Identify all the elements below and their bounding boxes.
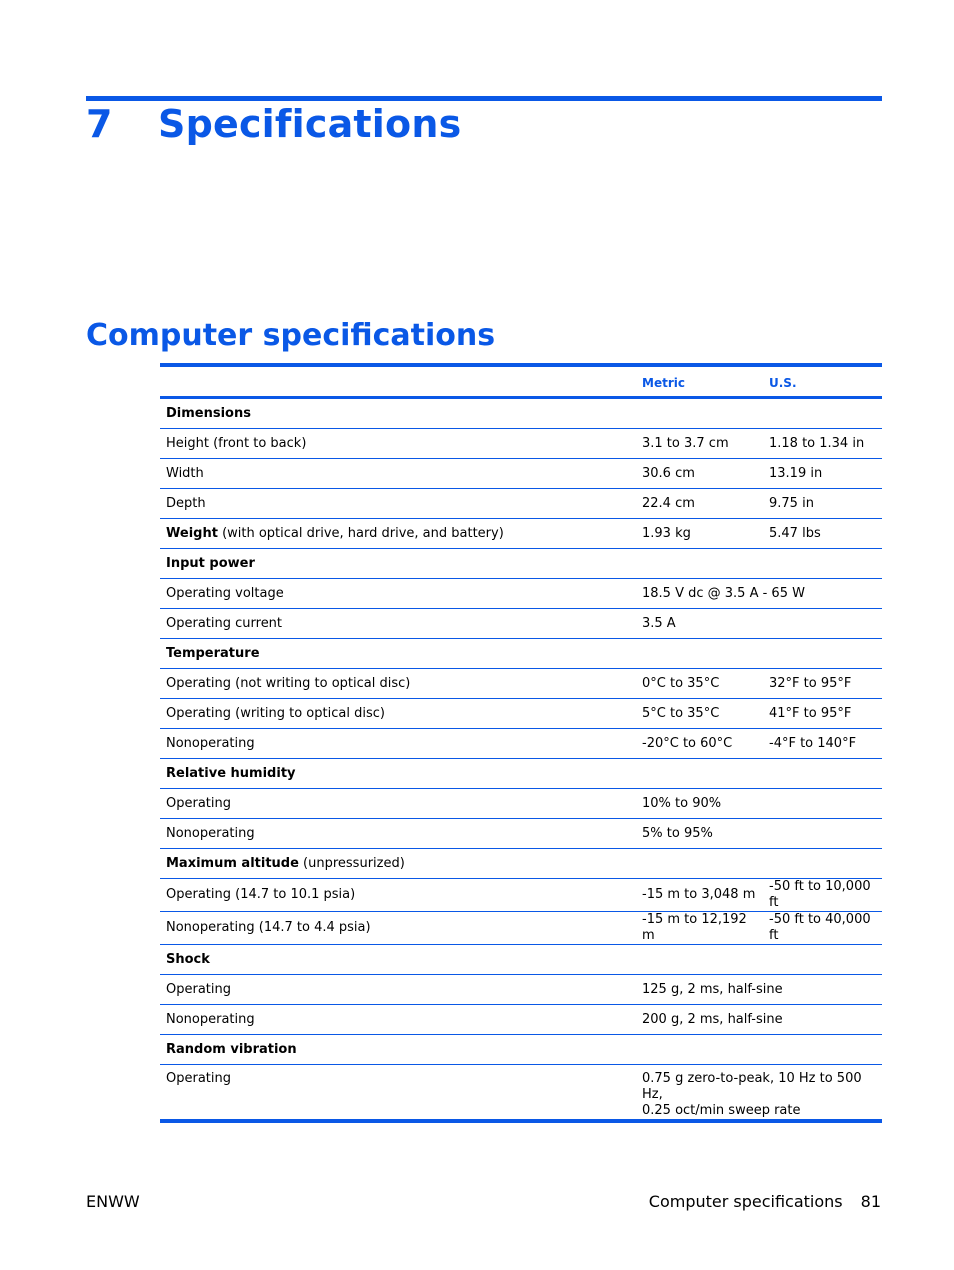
us-cell bbox=[763, 669, 882, 699]
metric-cell bbox=[636, 489, 763, 519]
spec-label-cell bbox=[160, 789, 636, 819]
chapter-title: Specifications bbox=[158, 102, 462, 146]
table-group-header bbox=[160, 759, 882, 789]
spec-value-cell bbox=[636, 1065, 882, 1122]
metric-value: 5°C to 35°C bbox=[642, 705, 720, 721]
empty-cell bbox=[636, 945, 882, 975]
spec-label-cell bbox=[160, 459, 636, 489]
table-row bbox=[160, 489, 882, 519]
spec-value: 10% to 90% bbox=[642, 795, 722, 811]
spec-label-cell bbox=[160, 912, 636, 945]
table-row bbox=[160, 1005, 882, 1035]
table-row bbox=[160, 699, 882, 729]
us-value: 13.19 in bbox=[769, 465, 823, 481]
group-label: Input power bbox=[166, 555, 255, 571]
table-row bbox=[160, 459, 882, 489]
table-row bbox=[160, 912, 882, 945]
spec-label: Operating (14.7 to 10.1 psia) bbox=[166, 887, 356, 902]
table-row bbox=[160, 879, 882, 912]
spec-label-cell bbox=[160, 819, 636, 849]
spec-label-cell bbox=[160, 1065, 636, 1122]
empty-cell bbox=[636, 549, 882, 579]
table-row bbox=[160, 669, 882, 699]
spec-table-body bbox=[160, 398, 882, 1122]
spec-label-cell bbox=[160, 729, 636, 759]
spec-value-cell bbox=[636, 579, 882, 609]
spec-value-cell bbox=[636, 1005, 882, 1035]
group-note: (unpressurized) bbox=[298, 855, 405, 871]
spec-label: Nonoperating bbox=[166, 825, 255, 841]
us-cell bbox=[763, 519, 882, 549]
us-cell bbox=[763, 699, 882, 729]
metric-cell bbox=[636, 699, 763, 729]
empty-cell bbox=[636, 1035, 882, 1065]
chapter-rule bbox=[86, 96, 882, 101]
spec-value: 200 g, 2 ms, half-sine bbox=[642, 1011, 783, 1027]
spec-label: Weight bbox=[166, 525, 218, 541]
spec-label: Height (front to back) bbox=[166, 435, 307, 451]
spec-label-cell bbox=[160, 759, 636, 789]
spec-value: 3.5 A bbox=[642, 615, 676, 631]
us-value: 32°F to 95°F bbox=[769, 675, 852, 691]
us-value: 1.18 to 1.34 in bbox=[769, 435, 865, 451]
metric-cell bbox=[636, 729, 763, 759]
spec-label: Nonoperating bbox=[166, 1011, 255, 1027]
us-cell bbox=[763, 879, 882, 912]
metric-value: -15 m to 3,048 m bbox=[642, 887, 756, 902]
metric-value: 1.93 kg bbox=[642, 525, 691, 541]
group-label: Dimensions bbox=[166, 405, 251, 421]
table-row bbox=[160, 729, 882, 759]
table-row bbox=[160, 1065, 882, 1122]
metric-cell bbox=[636, 459, 763, 489]
empty-cell bbox=[636, 849, 882, 879]
metric-value: -15 m to 12,192 m bbox=[642, 912, 747, 943]
column-header-us: U.S. bbox=[763, 365, 882, 398]
spec-label-cell bbox=[160, 639, 636, 669]
metric-cell bbox=[636, 429, 763, 459]
section-title: Computer specifications bbox=[86, 318, 496, 353]
table-row bbox=[160, 429, 882, 459]
spec-value-cell bbox=[636, 975, 882, 1005]
us-cell bbox=[763, 459, 882, 489]
spec-label: Depth bbox=[166, 495, 206, 511]
table-group-header bbox=[160, 639, 882, 669]
metric-cell bbox=[636, 912, 763, 945]
spec-label: Operating bbox=[166, 981, 231, 997]
group-label: Maximum altitude bbox=[166, 855, 299, 871]
us-value: -4°F to 140°F bbox=[769, 735, 857, 751]
us-cell bbox=[763, 429, 882, 459]
group-label: Shock bbox=[166, 951, 210, 967]
table-row bbox=[160, 579, 882, 609]
table-header-row bbox=[160, 365, 882, 398]
us-cell bbox=[763, 912, 882, 945]
spec-label-cell bbox=[160, 579, 636, 609]
spec-label-cell bbox=[160, 489, 636, 519]
spec-label: Nonoperating (14.7 to 4.4 psia) bbox=[166, 920, 371, 935]
empty-cell bbox=[636, 759, 882, 789]
spec-table bbox=[160, 363, 882, 1123]
spec-label-cell bbox=[160, 1005, 636, 1035]
spec-label-cell bbox=[160, 699, 636, 729]
us-value: -50 ft to 10,000 ft bbox=[769, 879, 871, 910]
group-label: Random vibration bbox=[166, 1041, 297, 1057]
spec-label: Operating (writing to optical disc) bbox=[166, 705, 385, 721]
metric-value: 0°C to 35°C bbox=[642, 675, 720, 691]
table-row bbox=[160, 975, 882, 1005]
spec-label-cell bbox=[160, 1035, 636, 1065]
metric-cell bbox=[636, 519, 763, 549]
spec-label-cell bbox=[160, 669, 636, 699]
us-value: 41°F to 95°F bbox=[769, 705, 852, 721]
spec-value: 125 g, 2 ms, half-sine bbox=[642, 981, 783, 997]
column-header-metric: Metric bbox=[636, 365, 763, 398]
us-cell bbox=[763, 489, 882, 519]
spec-label-cell bbox=[160, 398, 636, 429]
chapter-number: 7 bbox=[86, 102, 113, 146]
spec-value-cell bbox=[636, 789, 882, 819]
spec-label-cell bbox=[160, 849, 636, 879]
table-row bbox=[160, 789, 882, 819]
table-row bbox=[160, 519, 882, 549]
spec-label: Operating voltage bbox=[166, 585, 284, 601]
spec-label: Width bbox=[166, 465, 204, 481]
table-group-header bbox=[160, 398, 882, 429]
empty-cell bbox=[636, 639, 882, 669]
metric-value: 3.1 to 3.7 cm bbox=[642, 435, 729, 451]
group-label: Relative humidity bbox=[166, 765, 296, 781]
us-value: -50 ft to 40,000 ft bbox=[769, 912, 871, 943]
spec-label: Nonoperating bbox=[166, 735, 255, 751]
spec-note: (with optical drive, hard drive, and battery) bbox=[217, 525, 504, 541]
spec-value-line: 0.25 oct/min sweep rate bbox=[642, 1103, 801, 1118]
spec-label-cell bbox=[160, 519, 636, 549]
spec-value: 5% to 95% bbox=[642, 825, 713, 841]
spec-label-cell bbox=[160, 549, 636, 579]
us-value: 9.75 in bbox=[769, 495, 814, 511]
group-label: Temperature bbox=[166, 645, 260, 661]
metric-value: 30.6 cm bbox=[642, 465, 695, 481]
spec-label-cell bbox=[160, 879, 636, 912]
spec-value: 18.5 V dc @ 3.5 A - 65 W bbox=[642, 585, 805, 601]
table-group-header bbox=[160, 849, 882, 879]
table-group-header bbox=[160, 549, 882, 579]
table-group-header bbox=[160, 945, 882, 975]
table-row bbox=[160, 609, 882, 639]
table-group-header bbox=[160, 1035, 882, 1065]
metric-value: -20°C to 60°C bbox=[642, 735, 733, 751]
footer-section: Computer specifications bbox=[648, 1192, 843, 1211]
spec-label-cell bbox=[160, 609, 636, 639]
spec-label-cell bbox=[160, 945, 636, 975]
spec-label: Operating bbox=[166, 1071, 231, 1086]
metric-cell bbox=[636, 879, 763, 912]
column-header-item bbox=[160, 365, 636, 398]
spec-label: Operating bbox=[166, 795, 231, 811]
spec-value-cell bbox=[636, 609, 882, 639]
spec-label: Operating (not writing to optical disc) bbox=[166, 675, 411, 691]
page-number: 81 bbox=[860, 1192, 881, 1211]
us-cell bbox=[763, 729, 882, 759]
spec-label-cell bbox=[160, 975, 636, 1005]
footer-left: ENWW bbox=[86, 1192, 140, 1211]
spec-value-line: 0.75 g zero-to-peak, 10 Hz to 500 Hz, bbox=[642, 1071, 862, 1102]
metric-cell bbox=[636, 669, 763, 699]
footer-right bbox=[649, 1192, 881, 1211]
spec-label: Operating current bbox=[166, 615, 283, 631]
table-row bbox=[160, 819, 882, 849]
us-value: 5.47 lbs bbox=[769, 525, 821, 541]
spec-value-cell bbox=[636, 819, 882, 849]
empty-cell bbox=[636, 398, 882, 429]
metric-value: 22.4 cm bbox=[642, 495, 695, 511]
spec-label-cell bbox=[160, 429, 636, 459]
